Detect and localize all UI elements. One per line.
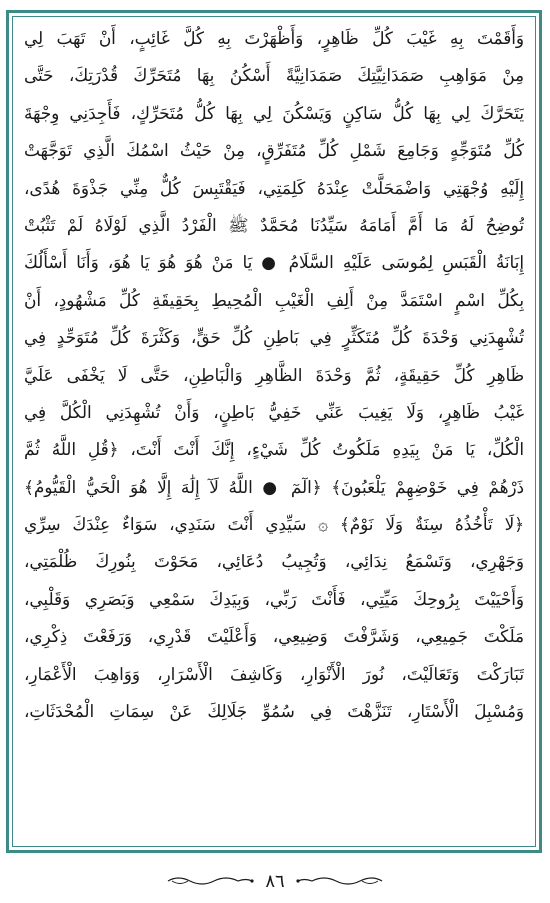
text-line: تُوضِحُ لَهُ مَا أَمَّ أَمَامَهُ سَيِّدُنَا مُحَمَّدٌ ﷺ الْفَرْدُ الَّذِي لَوْلَاهُ لَمْ تَثْبُتْ [24, 214, 524, 235]
text-line: وَمُسْبِلَ الْأَسْتَارِ، تَنَزَّهْتَ فِي سُمُوِّ جَلَالِكَ عَنْ سِمَاتِ الْمُحْدَثَاتِ، [24, 701, 524, 722]
ornament-right-icon [294, 874, 386, 888]
text-line: وَجَهْرِي، وَتَسْمَعُ نِدَائِي، وَتُجِيبُ دُعَائِي، مَحَوْتَ بِنُورِكَ ظُلْمَتِي، [24, 551, 524, 572]
text-line: ظَاهِرِ كُلِّ حَقِيقَةٍ، ثُمَّ وَحْدَةَ الظَّاهِرِ وَالْبَاطِنِ، حَتَّى لَا يَخْفَى عَلَيَّ [24, 364, 524, 385]
text-line: مِنْ مَوَاهِبِ صَمَدَانِيَّتِكَ صَمَدَانِيَّةً أَسْكُنُ بِهَا مُتَحَرِّكَ قُدْرَتِكَ، حَتَّى [24, 65, 524, 86]
page-footer [0, 866, 550, 896]
text-line: ﴿لَا تَأْخُذُهُ سِنَةٌ وَلَا نَوْمٌ﴾ ۞ سَيِّدِي أَنْتَ سَنَدِي، سَوَاءٌ عِنْدَكَ سِرِّي [24, 514, 524, 535]
text-line: إِلَيْهِ وُجْهَتِي وَاضْمَحَلَّتْ عِنْدَهُ كَلِمَتِي، فَيَقْتَبِسَ كُلٌّ مِنِّي جَذْوَةَ هُدًى، [24, 177, 524, 198]
body-text [24, 20, 524, 844]
text-line: ذَرْهُمْ فِي خَوْضِهِمْ يَلْعَبُونَ﴾ ﴿الٓمٓ ● اللَّهُ لَآ إِلَٰهَ إِلَّا هُوَ الْحَيُّ الْقَيُّومُ﴾ [24, 476, 524, 497]
page-number: ٨٦ [265, 870, 285, 892]
text-line: الْكُلِّ، يَا مَنْ بِيَدِهِ مَلَكُوتُ كُلِّ شَيْءٍ، إِنَّكَ أَنْتَ أَنْتَ، ﴿قُلِ اللَّهُ ثُمَّ [24, 439, 524, 460]
ornament-left-icon [164, 874, 256, 888]
text-line: تُشْهِدَنِي وَحْدَةَ كُلِّ مُتَكَثِّرٍ فِي بَاطِنِ كُلِّ حَقٍّ، وَكَثْرَةَ كُلِّ مُتَوَحِّدٍ فِي [24, 327, 524, 348]
text-line: وَأَحْيَيْتَ بِرُوحِكَ مَيِّتِي، فَأَنْتَ رَبِّي، وَبِيَدِكَ سَمْعِي وَبَصَرِي وَقَلْبِي، [24, 588, 524, 609]
text-line: يَتَحَرَّكَ لِي بِهَا كُلُّ سَاكِنٍ وَيَسْكُنَ لِي بِهَا كُلُّ مُتَحَرِّكٍ، فَأَجِدَنِي وِجْهَةَ [24, 102, 524, 123]
text-line: بِكُلِّ اسْمٍ اسْتَمَدَّ مِنْ أَلِفِ الْغَيْبِ الْمُحِيطِ بِحَقِيقَةِ كُلِّ مَشْهُودٍ، أَنْ [24, 289, 524, 310]
text-line: مَلَكْتَ جَمِيعِي، وَشَرَّفْتَ وَضِيعِي، وَأَعْلَيْتَ قَدْرِي، وَرَفَعْتَ ذِكْرِي، [24, 626, 524, 647]
text-line: تَبَارَكْتَ وَتَعَالَيْتَ، نُورَ الْأَنْوَارِ، وَكَاشِفَ الْأَسْرَارِ، وَوَاهِبَ الْأَعْمَارِ، [24, 663, 524, 684]
text-line: غَيْبُ ظَاهِرٍ، وَلَا يَغِيبَ عَنِّي خَفِيُّ بَاطِنٍ، وَأَنْ تُشْهِدَنِي الْكُلَّ فِي [24, 401, 524, 422]
text-line: وَأَقَمْتَ بِهِ غَيْبَ كُلِّ ظَاهِرٍ، وَأَظْهَرْتَ بِهِ كُلَّ غَائِبٍ، أَنْ تَهَبَ لِي [24, 28, 524, 48]
text-line: كُلِّ مُتَوَجِّهٍ وَجَامِعَ شَمْلِ كُلِّ مُتَفَرِّقٍ، مِنْ حَيْثُ اسْمُكَ الَّذِي تَوَجَّهَتْ [24, 140, 524, 161]
text-line: إِبَانَةُ الْقَبَسِ لِمُوسَى عَلَيْهِ السَّلَامُ ● يَا مَنْ هُوَ هُوَ يَا هُوَ، وَأَنَا أَسْأَلُكَ [24, 252, 524, 273]
